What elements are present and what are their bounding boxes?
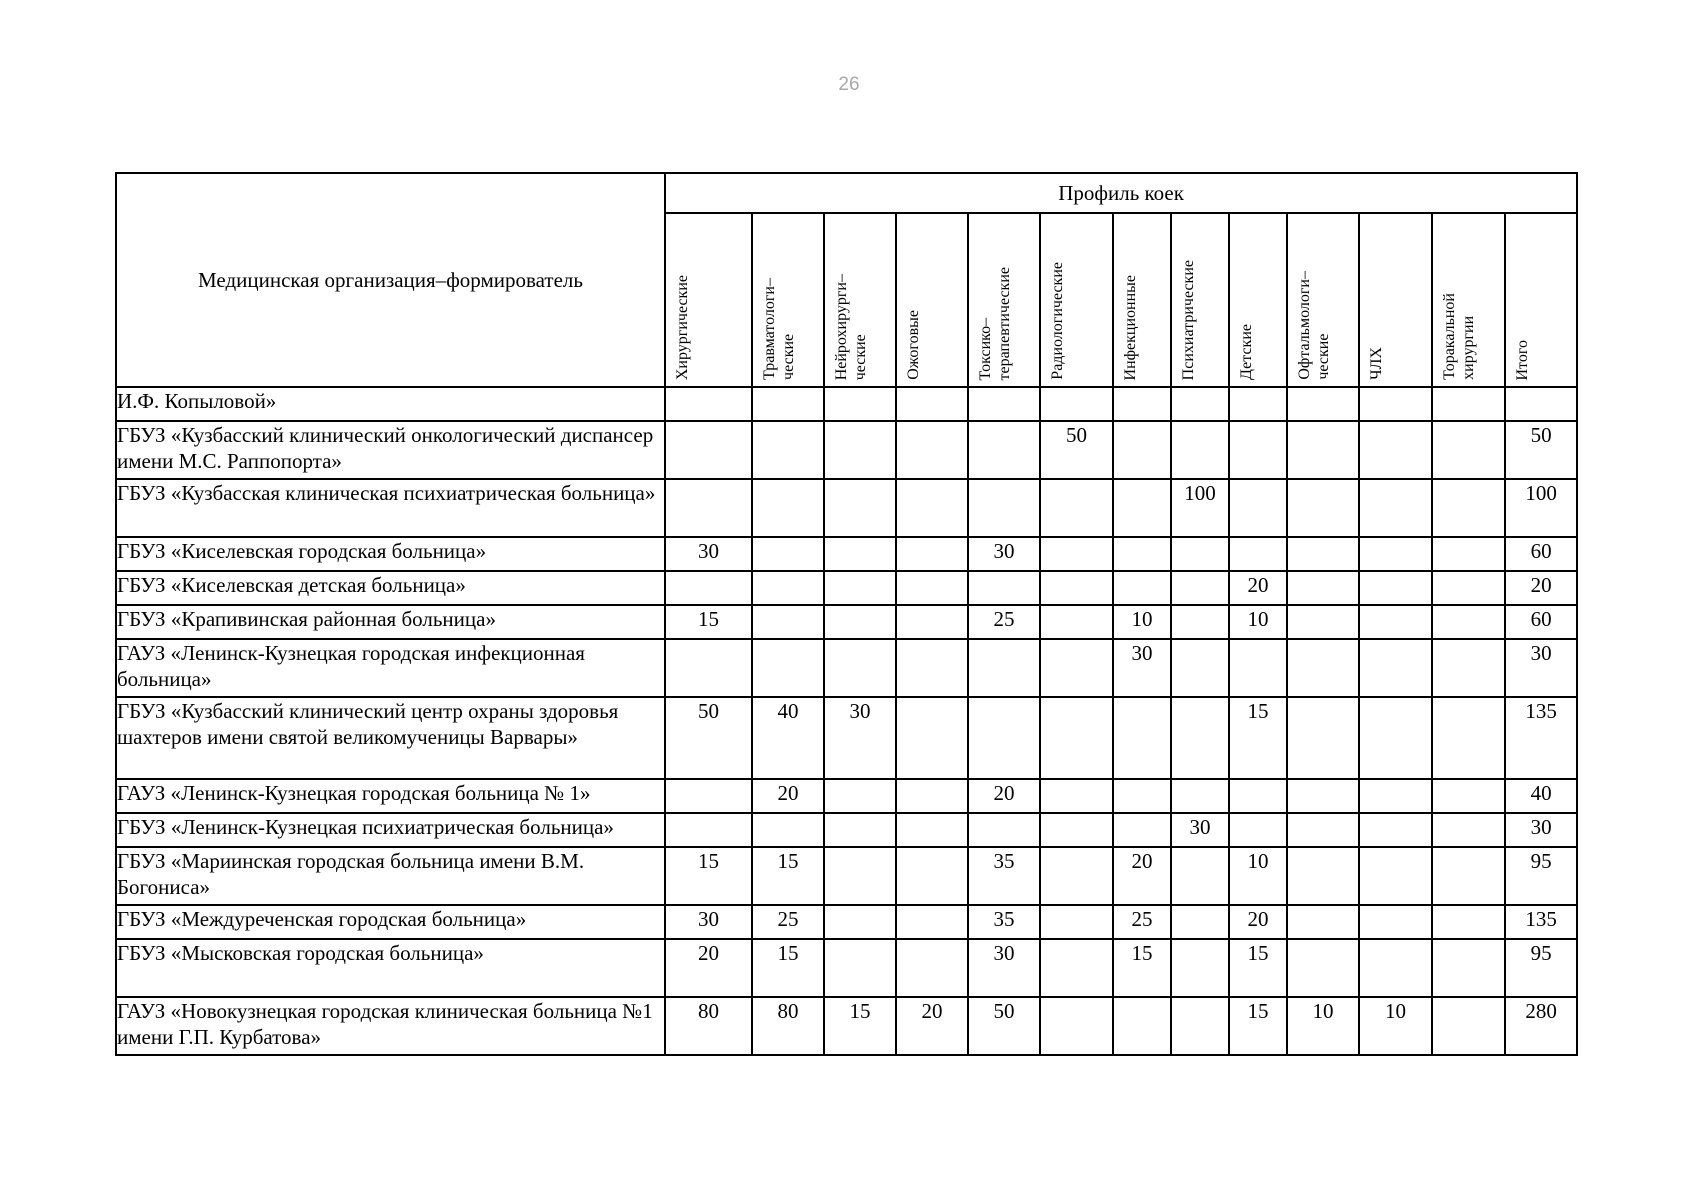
- bed-count-cell: [896, 697, 968, 779]
- bed-count-cell: [1359, 939, 1432, 997]
- bed-count-cell: [896, 847, 968, 905]
- page-number: 26: [838, 74, 860, 95]
- bed-count-cell: [824, 387, 896, 421]
- bed-count-cell: 35: [968, 847, 1040, 905]
- bed-count-cell: [1040, 847, 1113, 905]
- total-cell: 100: [1505, 479, 1577, 537]
- bed-count-cell: [1171, 697, 1229, 779]
- bed-count-cell: [1287, 697, 1359, 779]
- bed-count-cell: [1287, 605, 1359, 639]
- bed-count-cell: [1432, 697, 1505, 779]
- bed-count-cell: [1040, 387, 1113, 421]
- bed-count-cell: 30: [824, 697, 896, 779]
- bed-count-cell: [1171, 997, 1229, 1055]
- bed-count-cell: [1359, 779, 1432, 813]
- bed-count-cell: [824, 571, 896, 605]
- bed-count-cell: [824, 813, 896, 847]
- table-row: [116, 939, 1577, 997]
- bed-count-cell: [1171, 779, 1229, 813]
- bed-count-cell: [1287, 779, 1359, 813]
- table-row: [116, 997, 1577, 1055]
- org-name-cell: ГБУЗ «Киселевская детская больница»: [116, 571, 665, 605]
- bed-count-cell: 15: [752, 847, 824, 905]
- bed-count-cell: [1432, 605, 1505, 639]
- column-header: [896, 213, 968, 387]
- bed-count-cell: [1432, 939, 1505, 997]
- org-name-cell: ГБУЗ «Кузбасская клиническая психиатрическая больница»: [116, 479, 665, 537]
- column-header: [968, 213, 1040, 387]
- bed-count-cell: [1432, 847, 1505, 905]
- bed-count-cell: [1113, 997, 1171, 1055]
- bed-count-cell: [752, 813, 824, 847]
- bed-count-cell: 35: [968, 905, 1040, 939]
- bed-count-cell: [824, 537, 896, 571]
- table-row: [116, 571, 1577, 605]
- column-header-label: Радиологические: [1049, 262, 1066, 380]
- bed-count-cell: [1229, 779, 1287, 813]
- bed-count-cell: 20: [752, 779, 824, 813]
- bed-count-cell: 40: [752, 697, 824, 779]
- bed-count-cell: [1359, 847, 1432, 905]
- bed-count-cell: [896, 571, 968, 605]
- bed-count-cell: 15: [665, 847, 752, 905]
- bed-count-cell: [1359, 421, 1432, 479]
- bed-count-cell: [752, 605, 824, 639]
- bed-count-cell: 20: [1229, 905, 1287, 939]
- bed-count-cell: [1287, 847, 1359, 905]
- column-header-label: ЧЛХ: [1368, 347, 1385, 380]
- bed-count-cell: 30: [1113, 639, 1171, 697]
- total-cell: 95: [1505, 847, 1577, 905]
- bed-count-cell: 30: [665, 537, 752, 571]
- bed-count-cell: [1040, 479, 1113, 537]
- bed-count-cell: 100: [1171, 479, 1229, 537]
- table-row: [116, 847, 1577, 905]
- bed-count-cell: [1229, 639, 1287, 697]
- bed-count-cell: [1040, 605, 1113, 639]
- column-header: [752, 213, 824, 387]
- org-name-cell: ГАУЗ «Новокузнецкая городская клиническая больница №1 имени Г.П. Курбатова»: [116, 997, 665, 1055]
- column-header-label: Токсико– терапевтические: [977, 266, 1013, 380]
- bed-count-cell: [896, 813, 968, 847]
- bed-count-cell: [1040, 939, 1113, 997]
- org-name-cell: ГБУЗ «Ленинск-Кузнецкая психиатрическая больница»: [116, 813, 665, 847]
- bed-count-cell: [824, 905, 896, 939]
- bed-count-cell: 30: [968, 939, 1040, 997]
- bed-count-cell: [1359, 387, 1432, 421]
- bed-count-cell: [1171, 847, 1229, 905]
- bed-count-cell: [896, 639, 968, 697]
- bed-count-cell: [665, 387, 752, 421]
- bed-count-cell: [1287, 939, 1359, 997]
- bed-count-cell: 10: [1229, 847, 1287, 905]
- bed-count-cell: [1432, 997, 1505, 1055]
- org-column-header: Медицинская организация–формирователь: [116, 173, 665, 387]
- bed-count-cell: 30: [665, 905, 752, 939]
- bed-count-cell: 10: [1287, 997, 1359, 1055]
- org-name-cell: ГБУЗ «Мысковская городская больница»: [116, 939, 665, 997]
- bed-count-cell: [1359, 697, 1432, 779]
- bed-count-cell: 15: [824, 997, 896, 1055]
- bed-count-cell: [665, 421, 752, 479]
- bed-count-cell: [896, 779, 968, 813]
- bed-count-cell: [1287, 571, 1359, 605]
- bed-count-cell: [968, 479, 1040, 537]
- bed-count-cell: [752, 639, 824, 697]
- table-row: [116, 421, 1577, 479]
- bed-count-cell: [896, 387, 968, 421]
- bed-count-cell: [1287, 421, 1359, 479]
- bed-count-cell: 10: [1359, 997, 1432, 1055]
- table-row: [116, 813, 1577, 847]
- bed-count-cell: [1287, 537, 1359, 571]
- total-cell: 60: [1505, 605, 1577, 639]
- bed-count-cell: [1359, 479, 1432, 537]
- bed-count-cell: [1359, 813, 1432, 847]
- bed-count-cell: [1359, 905, 1432, 939]
- bed-count-cell: [896, 939, 968, 997]
- org-name-cell: ГБУЗ «Мариинская городская больница имени В.М. Богониса»: [116, 847, 665, 905]
- bed-count-cell: 20: [896, 997, 968, 1055]
- bed-count-cell: [665, 479, 752, 537]
- bed-count-cell: 50: [968, 997, 1040, 1055]
- bed-count-cell: [1359, 537, 1432, 571]
- column-header: [1229, 213, 1287, 387]
- column-header-label: Итого: [1514, 339, 1531, 380]
- column-header-label: Детские: [1238, 324, 1255, 380]
- bed-count-cell: [1171, 905, 1229, 939]
- bed-count-cell: [1040, 813, 1113, 847]
- table-row: [116, 605, 1577, 639]
- bed-count-cell: [824, 639, 896, 697]
- total-cell: 135: [1505, 697, 1577, 779]
- org-name-cell: И.Ф. Копыловой»: [116, 387, 665, 421]
- bed-count-cell: [1113, 697, 1171, 779]
- bed-count-cell: 20: [968, 779, 1040, 813]
- total-cell: 30: [1505, 639, 1577, 697]
- table-row: [116, 639, 1577, 697]
- bed-count-cell: [1171, 571, 1229, 605]
- bed-count-cell: [824, 421, 896, 479]
- bed-count-cell: [1171, 605, 1229, 639]
- bed-count-cell: [1229, 537, 1287, 571]
- bed-count-cell: 80: [752, 997, 824, 1055]
- table-body: [116, 387, 1577, 1055]
- total-cell: 135: [1505, 905, 1577, 939]
- bed-count-cell: [1229, 479, 1287, 537]
- bed-count-cell: [1229, 387, 1287, 421]
- bed-count-cell: [1113, 571, 1171, 605]
- bed-count-cell: [896, 421, 968, 479]
- column-header-label: Инфекционные: [1122, 274, 1139, 380]
- bed-count-cell: 30: [1171, 813, 1229, 847]
- bed-count-cell: [1287, 479, 1359, 537]
- bed-count-cell: [1359, 639, 1432, 697]
- bed-count-cell: [968, 697, 1040, 779]
- bed-count-cell: [968, 387, 1040, 421]
- total-cell: 50: [1505, 421, 1577, 479]
- org-name-cell: ГАУЗ «Ленинск-Кузнецкая городская инфекционная больница»: [116, 639, 665, 697]
- column-header-label: Торакальной хирургии: [1441, 293, 1477, 380]
- bed-count-cell: [1040, 779, 1113, 813]
- bed-count-cell: 10: [1113, 605, 1171, 639]
- bed-count-cell: [1171, 387, 1229, 421]
- bed-count-cell: [1171, 939, 1229, 997]
- column-header: [824, 213, 896, 387]
- bed-count-cell: 15: [752, 939, 824, 997]
- column-header: [1171, 213, 1229, 387]
- column-header-label: Офтальмологи– ческие: [1296, 271, 1332, 380]
- profile-header: Профиль коек: [665, 173, 1577, 213]
- bed-count-cell: [1113, 779, 1171, 813]
- bed-count-cell: 15: [665, 605, 752, 639]
- bed-count-cell: 20: [665, 939, 752, 997]
- bed-count-cell: 15: [1229, 939, 1287, 997]
- column-header: [1113, 213, 1171, 387]
- bed-count-cell: [1171, 639, 1229, 697]
- bed-count-cell: [1432, 813, 1505, 847]
- bed-count-cell: [1432, 779, 1505, 813]
- bed-count-cell: [1113, 387, 1171, 421]
- bed-count-cell: [1113, 421, 1171, 479]
- bed-count-cell: [824, 479, 896, 537]
- bed-count-cell: 25: [968, 605, 1040, 639]
- column-header: [1359, 213, 1432, 387]
- total-cell: 280: [1505, 997, 1577, 1055]
- org-name-cell: ГБУЗ «Междуреченская городская больница»: [116, 905, 665, 939]
- bed-count-cell: [665, 779, 752, 813]
- bed-count-cell: [1287, 905, 1359, 939]
- bed-count-cell: [752, 537, 824, 571]
- hospital-beds-table: [115, 172, 1578, 1056]
- table-row: [116, 779, 1577, 813]
- bed-count-cell: [824, 605, 896, 639]
- bed-count-cell: 20: [1229, 571, 1287, 605]
- bed-count-cell: 25: [752, 905, 824, 939]
- table-row: [116, 387, 1577, 421]
- bed-count-cell: 50: [665, 697, 752, 779]
- org-name-cell: ГБУЗ «Кузбасский клинический онкологический диспансер имени М.С. Раппопорта»: [116, 421, 665, 479]
- column-header: [1432, 213, 1505, 387]
- bed-count-cell: 15: [1229, 697, 1287, 779]
- bed-count-cell: [1432, 905, 1505, 939]
- column-header-label: Психиатрические: [1180, 259, 1197, 380]
- bed-count-cell: [1432, 537, 1505, 571]
- bed-count-cell: [1171, 421, 1229, 479]
- column-header: [1287, 213, 1359, 387]
- bed-count-cell: 80: [665, 997, 752, 1055]
- org-name-cell: ГБУЗ «Крапивинская районная больница»: [116, 605, 665, 639]
- org-name-cell: ГБУЗ «Киселевская городская больница»: [116, 537, 665, 571]
- bed-count-cell: 15: [1229, 997, 1287, 1055]
- total-cell: 30: [1505, 813, 1577, 847]
- bed-count-cell: [1113, 537, 1171, 571]
- bed-count-cell: [1040, 697, 1113, 779]
- bed-count-cell: [665, 639, 752, 697]
- table-row: [116, 697, 1577, 779]
- bed-count-cell: [665, 813, 752, 847]
- column-header: [1505, 213, 1577, 387]
- total-cell: 40: [1505, 779, 1577, 813]
- bed-count-cell: [1040, 997, 1113, 1055]
- column-header-label: Ожоговые: [905, 310, 922, 380]
- column-header-label: Хирургические: [674, 274, 691, 380]
- bed-count-cell: [665, 571, 752, 605]
- column-header-label: Нейрохирурги– ческие: [833, 273, 869, 380]
- bed-count-cell: [752, 479, 824, 537]
- bed-count-cell: 10: [1229, 605, 1287, 639]
- bed-count-cell: 30: [968, 537, 1040, 571]
- bed-count-cell: [968, 571, 1040, 605]
- bed-count-cell: [1040, 639, 1113, 697]
- bed-count-cell: 50: [1040, 421, 1113, 479]
- bed-count-cell: [1171, 537, 1229, 571]
- bed-count-cell: [1359, 605, 1432, 639]
- bed-count-cell: [1432, 571, 1505, 605]
- bed-count-cell: [1432, 421, 1505, 479]
- org-name-cell: ГАУЗ «Ленинск-Кузнецкая городская больница № 1»: [116, 779, 665, 813]
- bed-count-cell: [896, 905, 968, 939]
- table-row: [116, 479, 1577, 537]
- bed-count-cell: [1113, 479, 1171, 537]
- bed-count-cell: [1229, 421, 1287, 479]
- org-name-cell: ГБУЗ «Кузбасский клинический центр охраны здоровья шахтеров имени святой великомученицы Варвары»: [116, 697, 665, 779]
- bed-count-cell: [968, 639, 1040, 697]
- total-cell: 60: [1505, 537, 1577, 571]
- bed-count-cell: 25: [1113, 905, 1171, 939]
- bed-count-cell: [752, 571, 824, 605]
- column-header: [665, 213, 752, 387]
- bed-count-cell: [824, 779, 896, 813]
- column-header: [1040, 213, 1113, 387]
- bed-count-cell: 20: [1113, 847, 1171, 905]
- bed-count-cell: [896, 605, 968, 639]
- bed-count-cell: [1040, 905, 1113, 939]
- total-cell: 95: [1505, 939, 1577, 997]
- bed-count-cell: [1229, 813, 1287, 847]
- bed-count-cell: [1432, 479, 1505, 537]
- total-cell: [1505, 387, 1577, 421]
- bed-count-cell: [1287, 813, 1359, 847]
- bed-count-cell: [1287, 639, 1359, 697]
- bed-count-cell: [896, 537, 968, 571]
- bed-count-cell: [1432, 387, 1505, 421]
- bed-count-cell: [752, 387, 824, 421]
- table-row: [116, 537, 1577, 571]
- bed-count-cell: [752, 421, 824, 479]
- bed-count-cell: [968, 813, 1040, 847]
- bed-count-cell: [824, 939, 896, 997]
- total-cell: 20: [1505, 571, 1577, 605]
- bed-count-cell: [1040, 537, 1113, 571]
- bed-count-cell: [896, 479, 968, 537]
- bed-count-cell: [1359, 571, 1432, 605]
- bed-count-cell: [1287, 387, 1359, 421]
- bed-count-cell: [1040, 571, 1113, 605]
- bed-count-cell: [968, 421, 1040, 479]
- bed-count-cell: [1432, 639, 1505, 697]
- column-header-label: Травматологи– ческие: [761, 278, 797, 380]
- bed-count-cell: [824, 847, 896, 905]
- bed-count-cell: 15: [1113, 939, 1171, 997]
- table-row: [116, 905, 1577, 939]
- bed-count-cell: [1113, 813, 1171, 847]
